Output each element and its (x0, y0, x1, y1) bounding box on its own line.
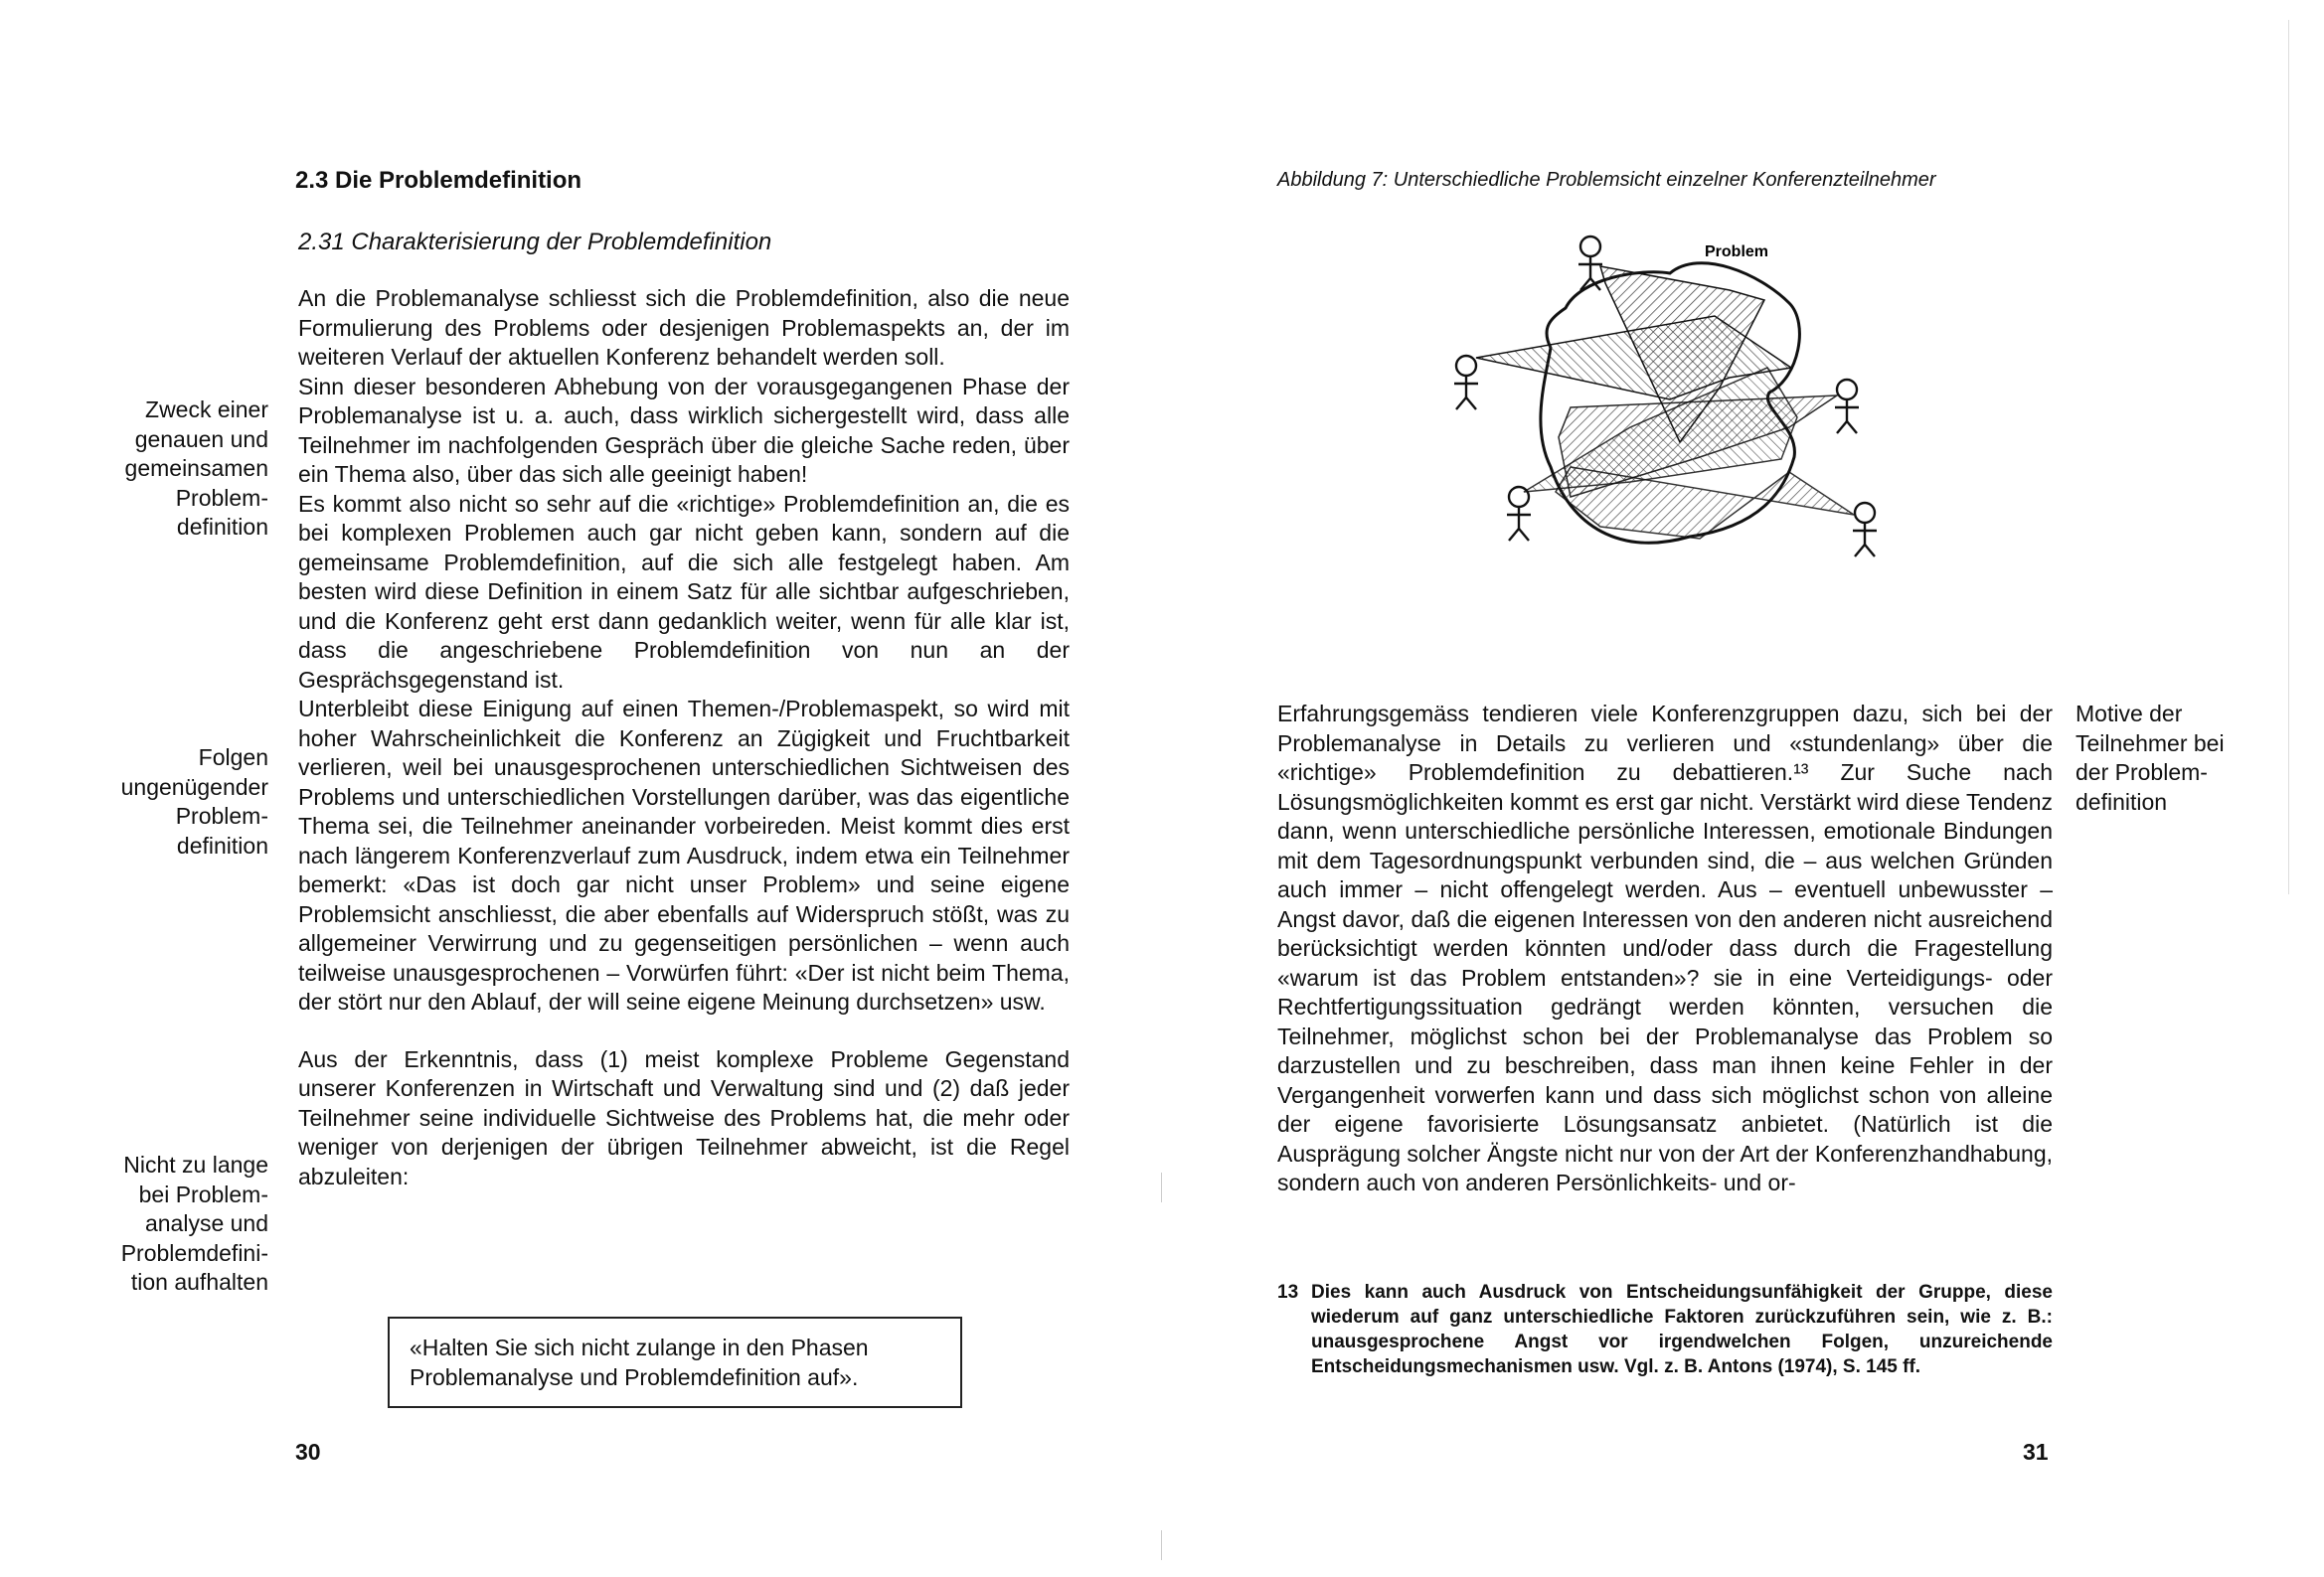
margin-note-zweck: Zweck einer genauen und gemeinsamen Problem- definition (124, 396, 268, 540)
left-paragraph-3: Es kommt also nicht so sehr auf die «richtige» Problemdefinition an, die es bei komplexen Problemen auch gar nicht geben kann, sondern auf die gemeinsame Problemdefinition, auf die sich alle festgelegt haben. Am besten wird diese Definition in einem Satz für alle sichtbar aufgeschrieben, und die Konferenz geht erst dann gedanklich weiter, wenn für alle klar ist, dass die angeschriebene Problemdefinition von nun an der Gesprächsgegenstand ist. (298, 490, 1070, 693)
participant-icon (1835, 380, 1859, 433)
problem-figure (1431, 229, 1909, 566)
left-paragraph-5: Aus der Erkenntnis, dass (1) meist komplexe Probleme Gegenstand unserer Konferenzen in Wirtschaft und Verwaltung sind und (2) daß jeder Teilnehmer seine individuelle Sichtweise des Problems hat, die mehr oder weniger von derjenigen der übrigen Teilnehmer abweicht, ist die Regel abzuleiten: (298, 1045, 1070, 1189)
margin-note-folgen: Folgen ungenügender Problem- definition (120, 744, 268, 859)
footnote-text: Dies kann auch Ausdruck von Entscheidungsunfähigkeit der Gruppe, diese wiederum auf ganz unterschiedliche Faktoren zurückzuführen sein, wie z. B.: unausgesprochene Angst vor irgendwelchen Folgen, unzureichende Entscheidungsmechanismen usw. Vgl. z. B. Antons (1974), S. 145 ff. (1311, 1282, 2053, 1377)
subsection-heading: 2.31 Charakterisierung der Problemdefinition (298, 229, 772, 255)
left-paragraph-4: Unterbleibt diese Einigung auf einen Themen-/Problemaspekt, so wird mit hoher Wahrscheinlichkeit die Konferenz an Zügigkeit und Fruchtbarkeit verlieren, weil bei unausgesprochenen unterschiedlichen Sichtweisen des Problems und unterschiedlichen Vorstellungen darüber, was das eigentliche Thema sei, die Teilnehmer aneinander vorbeireden. Meist kommt dies erst nach längerem Konferenzverlauf zum Ausdruck, indem etwa ein Teilnehmer bemerkt: «Das ist doch gar nicht unser Problem» und seine eigene Problemsicht anschliesst, die aber ebenfalls auf Widerspruch stößt, was zu allgemeiner Verwirrung und zu gegenseitigen persönlichen – wenn auch teilweise unausgesprochenen – Vorwürfen führt: «Der ist nicht beim Thema, der stört nur den Ablauf, der will seine eigene Meinung durchsetzen» usw. (298, 696, 1070, 1015)
page-number-right: 31 (2023, 1439, 2049, 1465)
participant-icon (1507, 487, 1531, 541)
participant-icon (1454, 356, 1478, 409)
section-heading: 2.3 Die Problemdefinition (295, 167, 582, 194)
right-paragraph: Erfahrungsgemäss tendieren viele Konferenzgruppen dazu, sich bei der Problemanalyse in Details zu verlieren und «stundenlang» über die «richtige» Problemdefinition zu debattieren.¹³ Zur Suche nach Lösungsmöglichkeiten kommt es erst gar nicht. Verstärkt wird diese Tendenz dann, wenn unterschiedliche persönliche Interessen, emotionale Bindungen mit dem Tagesordnungspunkt verbunden sind, die – aus welchen Gründen auch immer – nicht offengelegt werden. Aus – eventuell unbewusster – Angst davor, daß die eigenen Interessen von den anderen nicht ausreichend berücksichtigt werden könnten und/oder dass durch die Fragestellung «warum ist das Problem entstanden»? sie in eine Verteidigungs- oder Rechtfertigungssituation gedrängt werden könnten, versuchen die Teilnehmer, möglichst schon bei der Problemanalyse das Problem so darzustellen und zu beschreiben, dass man ihnen keine Fehler in der Vergangenheit vorwerfen kann und dass sich möglichst schon von alleine der eigene favorisierte Lösungsansatz anbietet. (Natürlich ist die Ausprägung solcher Ängste nicht nur von der Art der Konferenzhandhabung, sondern auch von anderen Persönlichkeits- und or- (1277, 701, 2053, 1195)
gutter-mark (1161, 1530, 1162, 1560)
right-body (1277, 700, 2053, 1198)
left-paragraph-1: An die Problemanalyse schliesst sich die Problemdefinition, also die neue Formulierung des Problems oder desjenigen Problemaspekts an, der im weiteren Verlauf der aktuellen Konferenz behandelt werden soll. (298, 285, 1070, 370)
participant-icon (1853, 503, 1877, 556)
footnote-13 (1277, 1280, 2053, 1379)
page-number-left: 30 (295, 1439, 321, 1465)
page-edge-line (2288, 20, 2289, 894)
rule-quote-text: «Halten Sie sich nicht zulange in den Phasen Problemanalyse und Problemdefinition auf». (410, 1335, 869, 1390)
left-body (298, 284, 1070, 1191)
left-paragraph-2: Sinn dieser besonderen Abhebung von der vorausgegangenen Phase der Problemanalyse ist u. a. auch, dass wirklich sichergestellt wird, dass alle Teilnehmer im nachfolgenden Gespräch über die gleiche Sache reden, über ein Thema also, über das sich alle geeinigt haben! (298, 373, 1070, 487)
rule-quote-box (388, 1317, 962, 1408)
gutter-mark (1161, 1173, 1162, 1202)
figure-label-problem: Problem (1705, 243, 1769, 260)
footnote-number: 13 (1277, 1282, 1299, 1303)
viewpoint-wedge-bottom-right (1556, 467, 1854, 539)
margin-note-nicht-zu-lange: Nicht zu lange bei Problem- analyse und Problemdefini- tion aufhalten (120, 1152, 268, 1295)
margin-note-motive: Motive der Teilnehmer bei der Problem- definition (2075, 701, 2225, 815)
figure-caption: Abbildung 7: Unterschiedliche Problemsicht einzelner Konferenzteilnehmer (1277, 169, 1936, 191)
